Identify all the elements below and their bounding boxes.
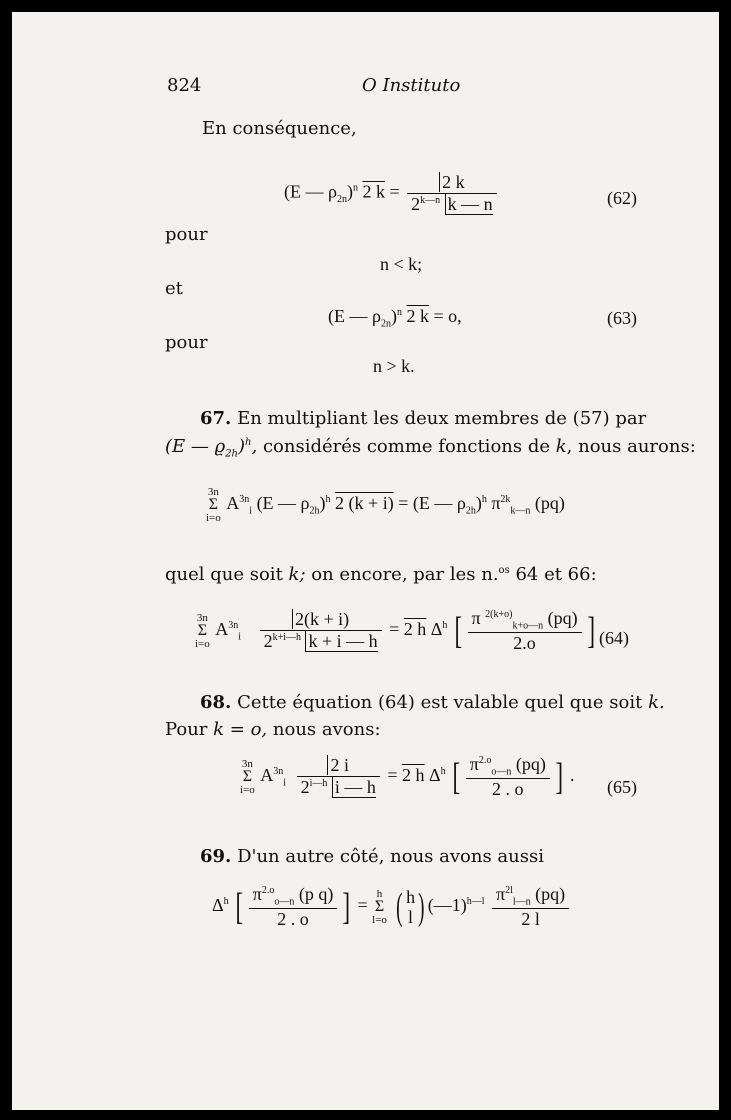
section-68-nous-avons: nous avons: — [272, 719, 381, 740]
section-67-k: k — [555, 436, 567, 457]
equation-62-number: (62) — [607, 188, 637, 208]
equation-65: 3n Σ i=o $A^{3n}_i$ $\frac{2 i}{2^{i—h} i — h}$ = 2 h $\Delta^h$ [ $\frac{\pi^{2.o}_{o—n} (pq)}{2 . o}$ ] . — [240, 754, 575, 799]
section-68-text: Cette équation (64) est valable quel que soit — [237, 692, 643, 713]
quel-text-2: on encore, par les n. — [311, 564, 499, 585]
section-68-k-eq-o: k = o, — [213, 719, 268, 740]
section-67-text-2: considérés comme fonctions de — [262, 436, 551, 457]
word-pour: pour — [165, 224, 208, 245]
section-67-line2: (E — $ϱ_{2h})^h$, considérés comme fonctions de k, nous aurons: — [165, 436, 696, 460]
equation-64: 3n Σ i=o $A^{3n}_i$ $\frac{2(k + i)}{2^{k+i—h} k + i — h}$ = 2 h $\Delta^h$ [ $\frac{\pi ^{2(k+o)}_{k+o—n} (pq)}{2.o}$ ] — [195, 608, 595, 653]
page-number: 824 — [167, 75, 202, 96]
section-69-line — [200, 846, 544, 867]
section-67-end: , nous aurons: — [566, 436, 696, 457]
quel-text-1: quel que soit — [165, 564, 283, 585]
quel-os: os — [498, 565, 510, 576]
quel-text-3: 64 et 66: — [515, 564, 597, 585]
equation-63-number: (63) — [607, 308, 637, 328]
condition-n-less-k: n < k; — [380, 254, 423, 274]
running-title: O Instituto — [362, 75, 461, 96]
section-68-k: k. — [648, 692, 665, 713]
section-67-number: 67. — [200, 408, 232, 429]
section-69-number: 69. — [200, 846, 232, 867]
word-et: et — [165, 278, 183, 299]
word-pour-2: pour — [165, 332, 208, 353]
quel-que-soit-line — [165, 564, 597, 585]
section-68-line1 — [200, 692, 665, 713]
intro-text: En conséquence, — [202, 118, 357, 139]
equation-65-number: (65) — [607, 777, 637, 797]
section-67-text: En multipliant les deux membres de (57) par — [237, 408, 647, 429]
page — [12, 12, 719, 1110]
section-68-line2 — [165, 719, 381, 740]
section-68-number: 68. — [200, 692, 232, 713]
condition-n-greater-k: n > k. — [373, 356, 415, 376]
equation-62: (E — $\rho_{2n})^n$ 2 k = $\frac{2 k}{2^{k—n} k — n}$ — [284, 172, 500, 215]
equation-final: $\Delta^h$ [ $\frac{\pi^{2.o}_{o—n} (p q)}{2 . o}$ ] = h Σ l=o ( h l ) (—1)$^{h—l}$ $\frac{\pi^{2l}_{l—n} (pq)}{2 l}$ — [212, 884, 572, 930]
section-67-line1 — [200, 408, 646, 429]
equation-63: (E — $\rho_{2n})^n$ 2 k = o, — [328, 306, 462, 330]
equation-sum-1: 3n Σ i=o $A^{3n}_i$ (E — $\rho_{2h})^h$ 2 (k + i) = (E — $\rho_{2h})^h$ $\pi^{2k}_{k—n}$ (pq) — [206, 486, 565, 524]
section-69-text: D'un autre côté, nous avons aussi — [237, 846, 544, 867]
quel-k: k; — [288, 564, 306, 585]
equation-64-number: (64) — [599, 628, 629, 648]
section-68-pour: Pour — [165, 719, 208, 740]
